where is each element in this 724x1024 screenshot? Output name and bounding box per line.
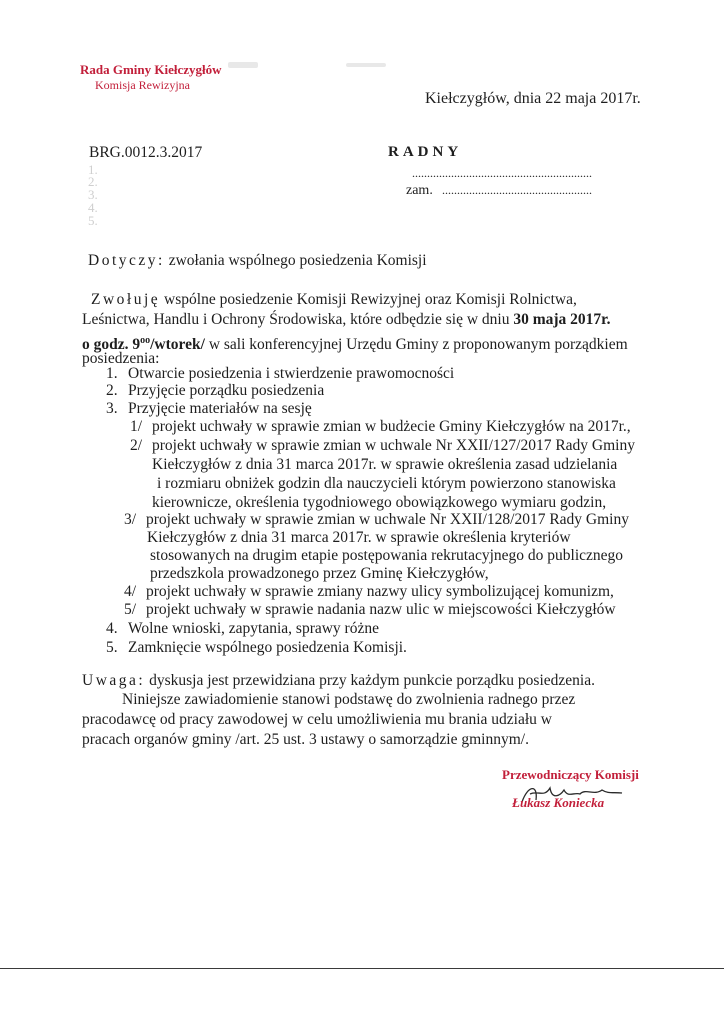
agenda-subitem-cont: kierownicze, określenia tygodniowego obowiązkowego wymiaru godzin, (152, 494, 607, 511)
recipient-dots: ............................................................ (412, 166, 592, 180)
agenda-subitem-cont: stosowanych na drugim etapie postępowania rekrutacyjnego do publicznego (150, 547, 624, 564)
scan-smudge (346, 63, 386, 67)
note-label: Uwaga: (82, 672, 146, 689)
place-date: Kiełczygłów, dnia 22 maja 2017r. (425, 90, 641, 107)
faint-number: 1. (88, 162, 98, 177)
intro-line2-rest: Leśnictwa, Handlu i Ochrony Środowiska, które odbędzie się w dniu (82, 311, 510, 328)
intro-line-2 (82, 310, 610, 330)
note-line-1: Uwaga: dyskusja jest przewidziana przy każdym punkcie porządku posiedzenia. (82, 672, 595, 689)
note-line-2: Niniejsze zawiadomienie stanowi podstawę do zwolnienia radnego przez (122, 691, 576, 708)
scan-edge-line (0, 968, 724, 969)
faint-number: 4. (88, 200, 98, 215)
subject-text: zwołania wspólnego posiedzenia Komisji (168, 252, 427, 269)
agenda-subitem: 4/ projekt uchwały w sprawie zmiany nazwy ulicy symbolizującej komunizm, (124, 583, 614, 600)
agenda-item: 4. Wolne wnioski, zapytania, sprawy różne (106, 620, 379, 637)
reference-number: BRG.0012.3.2017 (89, 144, 203, 161)
agenda-item: 1. Otwarcie posiedzenia i stwierdzenie prawomocności (106, 365, 455, 382)
subject-line (88, 251, 427, 271)
agenda-subitem: 3/ projekt uchwały w sprawie zmian w uchwale Nr XXII/128/2017 Rady Gminy (124, 511, 629, 528)
meeting-date: 30 maja 2017r. (513, 311, 611, 328)
faint-number: 5. (88, 213, 98, 228)
agenda-subitem: 2/ projekt uchwały w sprawie zmian w uchwale Nr XXII/127/2017 Rady Gminy (130, 437, 635, 454)
agenda-subitem-cont: Kiełczygłów z dnia 31 marca 2017r. w sprawie określenia kryteriów (147, 529, 571, 546)
agenda-item: 5. Zamknięcie wspólnego posiedzenia Komisji. (106, 639, 407, 656)
agenda-subitem-cont: Kiełczygłów z dnia 31 marca 2017r. w sprawie określenia zasad udzielania (152, 456, 618, 473)
scan-smudge (228, 62, 258, 68)
agenda-item: 3. Przyjęcie materiałów na sesję (106, 400, 312, 417)
faint-number: 3. (88, 187, 98, 202)
note-line-4: pracach organów gminy /art. 25 ust. 3 ustawy o samorządzie gminnym/. (82, 731, 529, 748)
intro-line-1 (91, 290, 577, 310)
zam-label: zam. (406, 183, 433, 198)
agenda-subitem: 5/ projekt uchwały w sprawie nadania nazw ulic w miejscowości Kiełczygłów (124, 601, 616, 618)
subject-label: Dotyczy: (88, 252, 165, 269)
zam-dots: .................................................. (442, 183, 592, 197)
agenda-subitem: 1/ projekt uchwały w sprawie zmian w budżecie Gminy Kiełczygłów na 2017r., (130, 418, 631, 435)
intro-line1-rest: wspólne posiedzenie Komisji Rewizyjnej oraz Komisji Rolnictwa, (164, 291, 577, 308)
org-unit: Komisja Rewizyjna (95, 78, 190, 92)
intro-line-4: posiedzenia: (82, 350, 160, 367)
agenda-subitem-cont: przedszkola prowadzonego przez Gminę Kiełczygłów, (150, 565, 489, 582)
note-line-3: pracodawcę od pracy zawodowej w celu umożliwienia mu brania udziału w (82, 711, 552, 728)
faint-number: 2. (88, 174, 98, 189)
recipient-title: RADNY (388, 144, 463, 160)
agenda-subitem-cont: i rozmiaru obniżek godzin dla nauczycieli którym powierzono stanowiska (157, 475, 616, 492)
agenda-item: 2. Przyjęcie porządku posiedzenia (106, 382, 325, 399)
intro-line-3 (82, 331, 628, 355)
intro-lead: Zwołuję (91, 291, 161, 308)
org-name: Rada Gminy Kiełczygłów (80, 62, 222, 77)
signature-name: Łukasz Koniecka (512, 795, 605, 810)
intro-line3-rest: w sali konferencyjnej Urzędu Gminy z proponowanym porządkiem (208, 336, 628, 354)
signature-role: Przewodniczący Komisji (502, 767, 639, 782)
meeting-time: o godz. $9^{oo}/wtorek/$ (82, 335, 205, 354)
